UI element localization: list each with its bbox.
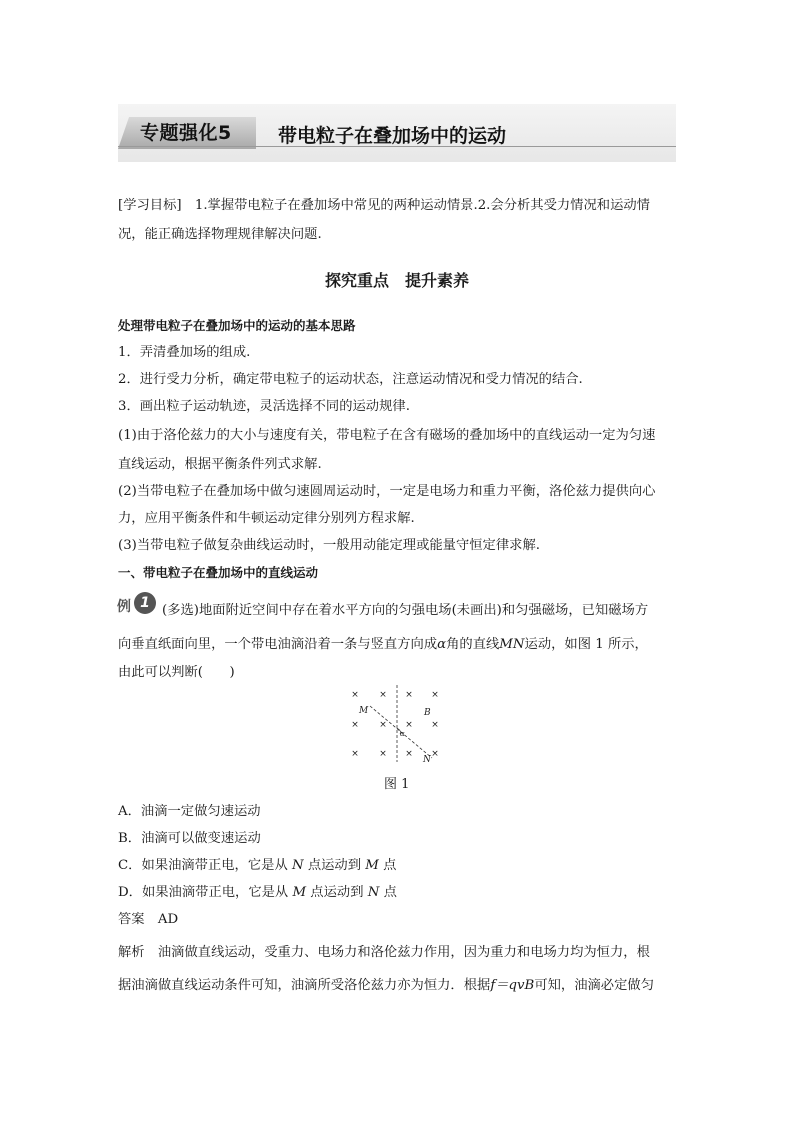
option-c: C．如果油滴带正电，它是从 N 点运动到 M 点 [118,858,397,873]
objectives-line-2: 况，能正确选择物理规律解决问题. [118,227,322,242]
label-alpha: α [400,730,405,738]
field-cross: × [405,749,413,759]
field-cross: × [431,690,439,700]
field-cross: × [431,749,439,759]
field-cross: × [405,690,413,700]
approach-case-2-cont: 力，应用平衡条件和牛顿运动定律分别列方程求解. [118,511,415,526]
option-b: B．油滴可以做变速运动 [118,831,261,846]
approach-step-1: 1．弄清叠加场的组成. [118,345,251,360]
example-line-1: (多选)地面附近空间中存在着水平方向的匀强电场(未画出)和匀强磁场，已知磁场方 [162,603,649,618]
field-cross: × [351,749,359,759]
field-cross: × [351,720,359,730]
approach-case-1-cont: 直线运动，根据平衡条件列式求解. [118,457,322,472]
approach-heading: 处理带电粒子在叠加场中的运动的基本思路 [118,318,356,333]
option-a: A．油滴一定做匀速运动 [118,804,261,819]
answer-value: AD [157,912,179,927]
topic-label: 专题强化5 [140,122,232,144]
magnetic-field-figure [340,682,450,764]
example-number-badge: 1 [134,592,156,614]
example-label: 例 [117,599,131,615]
answer-label: 答案 [118,912,145,927]
label-n: N [423,755,431,764]
field-cross: × [379,690,387,700]
example-line-3: 由此可以判断( ) [118,665,235,680]
example-line-2: 向垂直纸面向里，一个带电油滴沿着一条与竖直方向成α角的直线MN运动，如图 1 所示， [118,637,648,652]
field-cross: × [405,720,413,730]
approach-step-3: 3．画出粒子运动轨迹，灵活选择不同的运动规律. [118,399,410,414]
approach-case-2: (2)当带电粒子在叠加场中做匀速圆周运动时，一定是电场力和重力平衡，洛伦兹力提供向心 [118,484,656,499]
chapter-title: 带电粒子在叠加场中的运动 [278,125,507,147]
objectives-line-1: [学习目标] 1.掌握带电粒子在叠加场中常见的两种运动情景.2.会分析其受力情况和运动情 [118,198,650,213]
field-cross: × [379,720,387,730]
label-m: M [359,706,369,716]
option-d: D．如果油滴带正电，它是从 M 点运动到 N 点 [118,885,397,900]
field-cross: × [351,690,359,700]
analysis-line-1: 解析 油滴做直线运动，受重力、电场力和洛伦兹力作用，因为重力和电场力均为恒力，根 [118,945,650,960]
field-cross: × [431,720,439,730]
approach-case-1: (1)由于洛伦兹力的大小与速度有关，带电粒子在含有磁场的叠加场中的直线运动一定为匀速 [118,428,656,443]
label-b: B [424,708,431,718]
approach-step-2: 2．进行受力分析，确定带电粒子的运动状态，注意运动情况和受力情况的结合. [118,372,583,387]
part1-heading: 一、带电粒子在叠加场中的直线运动 [118,565,319,580]
answer-line [118,907,178,933]
approach-case-3: (3)当带电粒子做复杂曲线运动时，一般用动能定理或能量守恒定律求解. [118,538,540,553]
field-cross: × [379,749,387,759]
analysis-line-2: 据油滴做直线运动条件可知，油滴所受洛伦兹力亦为恒力．根据f＝qvB可知，油滴必定做匀 [118,978,654,993]
figure-caption: 图 1 [384,777,410,792]
section-title: 探究重点 提升素养 [324,271,469,290]
